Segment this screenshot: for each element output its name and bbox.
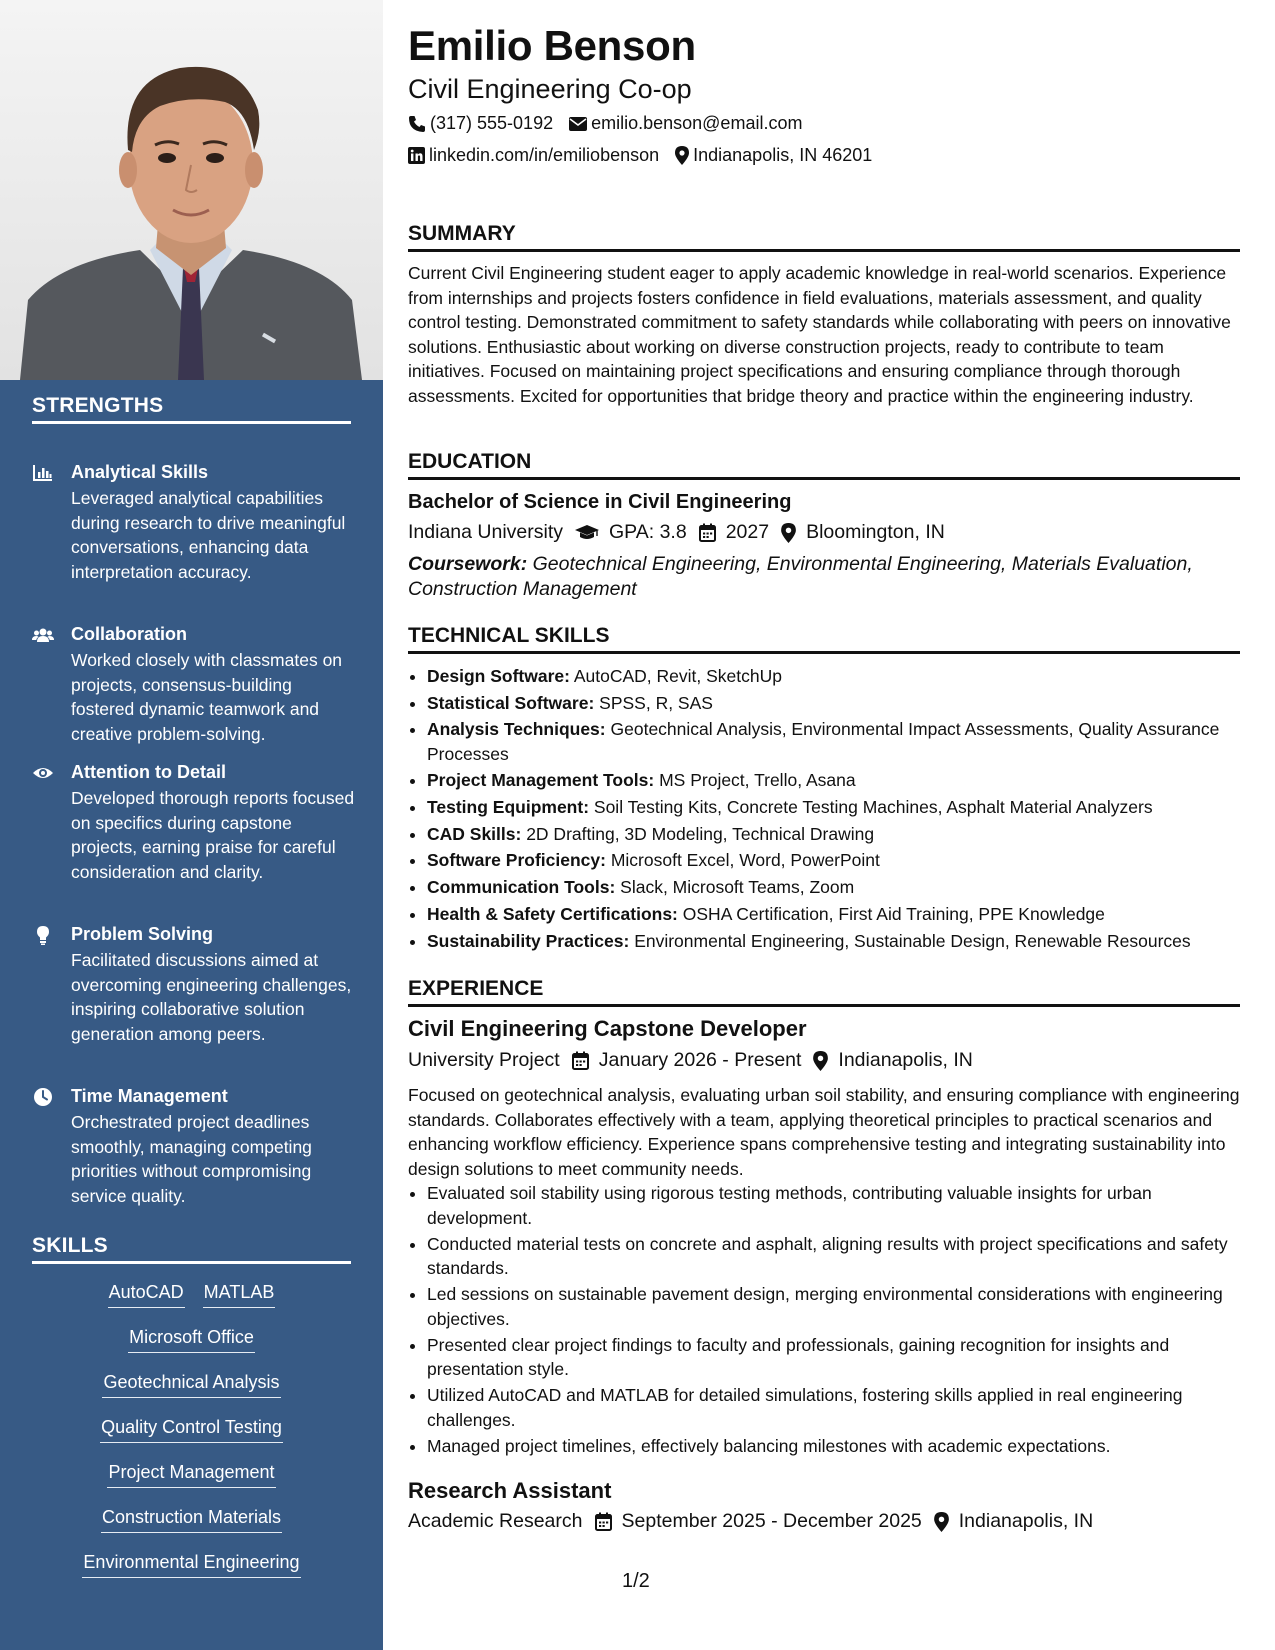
list-item xyxy=(427,874,1240,901)
list-item xyxy=(427,901,1240,928)
list-item: • Evaluated soil stability using rigorous testing methods, contributing valuable insights for urban development. xyxy=(427,1181,1240,1230)
list-item: • Led sessions on sustainable pavement design, merging environmental considerations with engineering objectives. xyxy=(427,1282,1240,1331)
skill-tag: Project Management xyxy=(107,1460,275,1488)
skill-tag: MATLAB xyxy=(203,1280,276,1308)
skill-category: Analysis Techniques: xyxy=(427,718,606,739)
linkedin-icon xyxy=(408,147,425,164)
linkedin-contact[interactable] xyxy=(408,145,659,166)
strengths-heading: STRENGTHS xyxy=(32,394,351,424)
location-contact xyxy=(675,145,872,166)
map-pin-icon xyxy=(813,1051,828,1071)
skill-values: AutoCAD, Revit, SketchUp xyxy=(573,666,782,686)
skill-values: Geotechnical Analysis, Environmental Impact Assessments, Quality Assurance Processes xyxy=(427,718,1220,764)
lightbulb-icon xyxy=(32,925,54,945)
list-item xyxy=(427,821,1240,848)
clock-icon xyxy=(32,1087,54,1107)
strength-name: Attention to Detail xyxy=(71,762,226,782)
skill-category: Design Software: xyxy=(427,666,570,686)
experience-heading: EXPERIENCE xyxy=(408,977,1240,1007)
job-summary: Focused on geotechnical analysis, evaluating urban soil stability, and ensuring compliance with engineering standards. Collaborates effectively with a team, applying theoretical principles to practical scenarios and enhancing workflow efficiency. Experience spans comprehensive testing and integrating sustainability into design solutions to meet community needs. xyxy=(408,1085,1240,1179)
skill-category: Software Proficiency: xyxy=(427,850,606,871)
list-item xyxy=(427,690,1240,717)
list-item: • Presented clear project findings to faculty and professionals, gaining recognition for insights and presentation style. xyxy=(427,1333,1240,1382)
skill-values: Soil Testing Kits, Concrete Testing Machines, Asphalt Material Analyzers xyxy=(593,796,1153,817)
skill-category: Sustainability Practices: xyxy=(427,930,630,951)
skill-values: OSHA Certification, First Aid Training, PPE Knowledge xyxy=(682,903,1105,924)
skill-category: CAD Skills: xyxy=(427,823,522,844)
strength-description: Developed thorough reports focused on specifics during capstone projects, earning praise for careful consideration and clarity. xyxy=(71,788,355,882)
graduation-year: 2027 xyxy=(725,521,770,543)
list-item: • Conducted material tests on concrete and asphalt, aligning results with project specifications and safety standards. xyxy=(427,1232,1240,1281)
skill-tag: Microsoft Office xyxy=(128,1325,255,1353)
strength-name: Problem Solving xyxy=(71,924,214,944)
school-name: Indiana University xyxy=(408,521,563,543)
strength-name: Collaboration xyxy=(71,624,187,644)
contact-row xyxy=(408,145,888,166)
users-icon xyxy=(32,625,54,645)
profile-photo xyxy=(0,0,383,380)
school-location: Bloomington, IN xyxy=(806,521,945,543)
gpa: GPA: 3.8 xyxy=(609,521,687,543)
list-item xyxy=(427,663,1240,690)
envelope-icon xyxy=(569,116,587,132)
skill-category: Project Management Tools: xyxy=(427,770,655,790)
list-item: • Managed project timelines, effectively balancing milestones with academic expectations. xyxy=(427,1434,1240,1459)
coursework-label: Coursework: xyxy=(408,553,528,575)
technical-skills-heading: TECHNICAL SKILLS xyxy=(408,624,1240,654)
coursework-list: Geotechnical Engineering, Environmental Engineering, Materials Evaluation, Construction Management xyxy=(408,553,1193,600)
eye-icon xyxy=(32,763,54,783)
list-item xyxy=(427,717,1240,767)
skill-values: MS Project, Trello, Asana xyxy=(659,770,856,790)
job-title: Civil Engineering Capstone Developer xyxy=(408,1016,807,1041)
bar-chart-icon xyxy=(32,463,54,483)
calendar-icon xyxy=(572,1051,589,1070)
skill-tag: AutoCAD xyxy=(108,1280,185,1308)
degree-title: Bachelor of Science in Civil Engineering xyxy=(408,491,792,513)
phone-number: (317) 555-0192 xyxy=(430,113,554,133)
linkedin-url[interactable]: linkedin.com/in/emiliobenson xyxy=(429,145,660,165)
skill-tag: Quality Control Testing xyxy=(100,1415,283,1443)
list-item xyxy=(427,928,1240,955)
phone-icon xyxy=(408,115,426,133)
job-title: Research Assistant xyxy=(408,1478,612,1503)
skill-category: Testing Equipment: xyxy=(427,796,590,817)
job-dates: January 2026 - Present xyxy=(598,1049,802,1071)
coursework xyxy=(408,552,1240,601)
list-item xyxy=(427,847,1240,874)
job-meta xyxy=(408,1049,973,1072)
job-bullets xyxy=(408,1181,1240,1460)
list-item xyxy=(427,767,1240,794)
strength-name: Time Management xyxy=(71,1086,228,1106)
skill-tag: Geotechnical Analysis xyxy=(102,1370,280,1398)
location-text: Indianapolis, IN 46201 xyxy=(693,145,873,165)
list-item: • Utilized AutoCAD and MATLAB for detailed simulations, fostering skills applied in real engineering challenges. xyxy=(427,1383,1240,1432)
skill-tag: Environmental Engineering xyxy=(82,1550,300,1578)
job-location: Indianapolis, IN xyxy=(838,1049,973,1071)
email-contact[interactable] xyxy=(569,113,802,134)
map-pin-icon xyxy=(781,523,796,543)
education-meta xyxy=(408,521,945,544)
candidate-name: Emilio Benson xyxy=(408,22,696,69)
skills-list xyxy=(32,1280,351,1595)
list-item xyxy=(427,794,1240,821)
job-organization: University Project xyxy=(408,1049,560,1071)
map-pin-icon xyxy=(934,1512,949,1532)
email-address[interactable]: emilio.benson@email.com xyxy=(591,113,803,133)
calendar-icon xyxy=(595,1512,612,1531)
job-organization: Academic Research xyxy=(408,1510,583,1532)
calendar-icon xyxy=(699,523,716,542)
graduation-cap-icon xyxy=(575,524,599,542)
job-location: Indianapolis, IN xyxy=(958,1510,1094,1532)
page-number: 1/2 xyxy=(622,1570,650,1592)
skill-values: 2D Drafting, 3D Modeling, Technical Drawing xyxy=(526,823,875,844)
skill-category: Health & Safety Certifications: xyxy=(427,903,678,924)
skill-values: Environmental Engineering, Sustainable Design, Renewable Resources xyxy=(634,930,1191,951)
skill-values: SPSS, R, SAS xyxy=(599,692,713,713)
skill-values: Microsoft Excel, Word, PowerPoint xyxy=(610,850,880,871)
strength-description: Orchestrated project deadlines smoothly, managing competing priorities without compromising service quality. xyxy=(71,1112,312,1206)
contact-row xyxy=(408,113,818,134)
strength-description: Leveraged analytical capabilities during research to drive meaningful conversations, enhancing data interpretation accuracy. xyxy=(71,488,346,582)
sidebar xyxy=(0,0,383,1650)
job-meta xyxy=(408,1510,1093,1533)
candidate-title: Civil Engineering Co-op xyxy=(408,74,692,104)
skills-heading: SKILLS xyxy=(32,1234,351,1264)
skill-category: Statistical Software: xyxy=(427,692,595,713)
summary-heading: SUMMARY xyxy=(408,222,1240,252)
phone-contact xyxy=(408,113,553,134)
education-heading: EDUCATION xyxy=(408,450,1240,480)
strength-description: Facilitated discussions aimed at overcoming engineering challenges, inspiring collaborative solution generation among peers. xyxy=(71,950,352,1044)
job-dates: September 2025 - December 2025 xyxy=(621,1510,922,1532)
technical-skills-list xyxy=(408,663,1240,955)
skill-values: Slack, Microsoft Teams, Zoom xyxy=(620,877,855,898)
map-pin-icon xyxy=(675,146,689,165)
strength-description: Worked closely with classmates on projects, consensus-building fostered dynamic teamwork and creative problem-solving. xyxy=(71,650,343,744)
summary-text: Current Civil Engineering student eager to apply academic knowledge in real-world scenarios. Experience from internships and projects fosters confidence in field evaluations, materials assessment, and quality control testing. Demonstrated commitment to safety standards while collaborating with peers on innovative solutions. Enthusiastic about working on diverse construction projects, ready to contribute to team initiatives. Focused on maintaining project specifications and ensuring compliance through thorough assessments. Excited for opportunities that bridge theory and practice within the engineering industry. xyxy=(408,263,1231,406)
skill-tag: Construction Materials xyxy=(101,1505,282,1533)
skill-category: Communication Tools: xyxy=(427,877,616,898)
strength-name: Analytical Skills xyxy=(71,462,209,482)
